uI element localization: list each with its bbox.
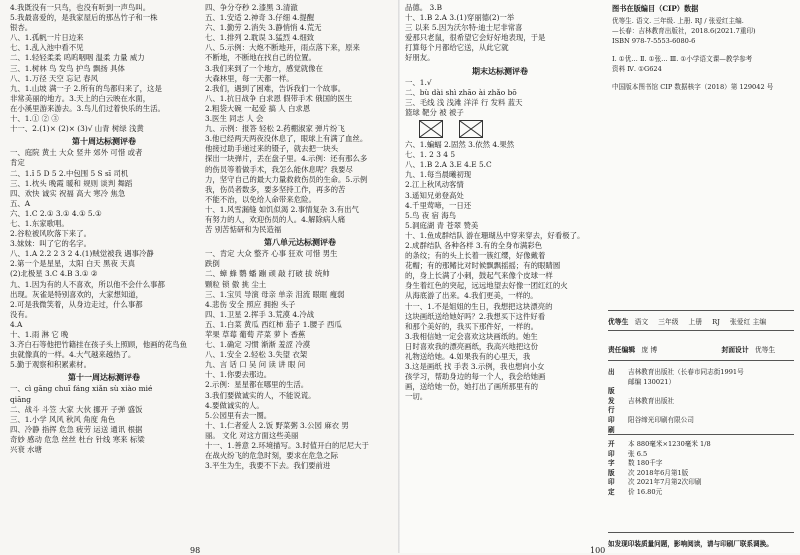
answer-line: 这块画纸送给她好吗？2.我想买下这件好看 <box>405 311 546 321</box>
book-info-item: 三年级 <box>658 318 679 326</box>
cover-design-value: 优等生 <box>754 346 776 354</box>
answer-line: 非常美丽的地方。3.天上的白云映在水面， <box>10 93 151 103</box>
answer-line: 六、1.蝙蝠 2.固然 3.依然 4.果然 <box>405 140 515 150</box>
answer-line: 四、冷静 指挥 危急 疲劳 运送 通讯 根据 <box>10 424 143 434</box>
meta-key: 出 <box>608 368 615 376</box>
answer-line: 四、欢快 诚实 祝福 高大 寒冷 焦急 <box>10 188 126 198</box>
answer-line: 有努力的人，欢迎伤员的人。4.解除病人痛 <box>205 214 346 224</box>
meta-value: 阳谷缔光印刷有限公司 <box>628 415 694 424</box>
answer-line: 十一、2.(1)× (2)× (3)√ 山青 树绿 浅黄 <box>10 124 144 134</box>
answer-line: 品德。 3.B <box>405 3 443 12</box>
answer-line: 一切。 <box>405 392 428 402</box>
answer-line: 孩学习，帮助身边的每一个人，我会给她画 <box>405 372 546 382</box>
answer-line: 一、肯定 大众 整齐 心事 狂欢 可惜 男生 <box>205 249 338 259</box>
answer-line: 兴衰 水塘 <box>10 445 42 455</box>
answer-line: 打算每个月都给它送，从此它就 <box>405 43 509 53</box>
left-page <box>0 0 400 553</box>
answer-line: 八、1.抗日战争 白求恩 假带手术 俄国的医生 <box>205 93 353 103</box>
section-heading: 期末达标测评卷 <box>472 65 528 76</box>
answer-line: 篮球 靶分 被 被子 <box>405 107 464 117</box>
answer-line: 二、1.ǐ 5 D 5 2.中包围 5 S sī 司机 <box>10 168 129 178</box>
divider <box>608 434 794 435</box>
answer-line: 爱那只老鼠，很希望它会好好地表现，于是 <box>405 33 546 43</box>
answer-line: 丽。 文化 对这方面这些美丽 <box>205 430 299 440</box>
meta-key: 版 <box>608 468 615 477</box>
answer-line: 2.粗袋大碗 一起爱 搞 人 白求恩 <box>205 103 311 113</box>
meta-row <box>608 387 794 397</box>
answer-line: 五、1.安适 2.神奇 3.仔细 4.提醒 <box>205 13 315 23</box>
answer-line: 花帽；有的那鳍比对时候飘飘摇摇；有的眼睛圆 <box>405 261 561 271</box>
cip-line: 中国版本图书馆 CIP 数据核字（2018）第 129042 号 <box>612 83 774 91</box>
answer-line: 三、1.小学 风风 秋风 角度 角色 <box>10 414 116 424</box>
cip-block <box>612 4 792 92</box>
answer-line: 不能不治，以免给人命带来危险。 <box>205 194 316 204</box>
answer-line: 十、1.你要去那边。 <box>205 370 272 380</box>
resp-editor-value: 庞 博 <box>641 346 658 354</box>
answer-column-1 <box>10 3 198 455</box>
answer-line: 七、1. 2 3 4 5 <box>405 150 456 160</box>
cip-line: ISBN 978-7-5553-6080-6 <box>612 37 696 45</box>
section-heading: 第十一周达标测评卷 <box>68 372 140 383</box>
answer-line: 一、1.√ <box>405 77 432 87</box>
answer-line: 九、言 话 口 吴 问 读 讲 眼 问 <box>205 360 306 370</box>
answer-line: 和那个美好的，我买下那件好，一样的。 <box>405 321 539 331</box>
answer-line: 苹果 草莓 葡萄 芹菜 萝卜 香蕉 <box>205 330 306 339</box>
answer-line: 三、1.树林 鸟 发鸟 护鸟 飘扬 具体 <box>10 63 125 73</box>
answer-line: 的条纹；有的头上长着一簇红缨，好像戴着 <box>405 251 546 261</box>
publishing-info <box>608 368 794 435</box>
answer-line: 二、bù dài shì zhāo ài zhǎo bō <box>405 87 517 97</box>
meta-key: 开 <box>608 440 615 448</box>
answer-line: 九、1.山坡 满一子 2.所有的鸟都归来了，这是 <box>10 83 162 93</box>
answer-line: 九、1.每当晨曦初现 <box>405 170 472 180</box>
meta-value: 吉林教育出版社 <box>628 396 675 405</box>
meta-row <box>608 378 794 388</box>
answer-line: 四、争分夺秒 2.漆黑 3.清澈 <box>205 3 298 12</box>
answer-line: (2)北极星 3.C 4.B 3.① ② <box>10 269 98 279</box>
book-label: 优等生 <box>608 318 629 326</box>
answer-line: 三、毛线 浅 浅滩 洋洋 行 发料 蓝天 <box>405 97 523 107</box>
meta-value: 邮编 130021） <box>628 377 676 386</box>
answer-line: 在小溪里游来游去。3.鸟儿们过着快乐的生活。 <box>10 103 165 113</box>
answer-line: 3.遥知兄弟登高处 <box>405 190 464 200</box>
answer-line: 十一、1.善意 2.环境描写。3.时值开白的尼尼大于 <box>205 441 369 451</box>
answer-line: 十、1.雨 淋 它 晚 <box>10 330 69 339</box>
meta-key: 印 <box>608 478 615 487</box>
answer-line: 三、1.枕头 晚霞 暖和 规则 谈判 舞蹈 <box>10 178 133 188</box>
answer-line: 十一、1.不是姐姐的生日，我想把这块漂亮的 <box>405 301 553 311</box>
answer-line: 2.我们，遇到了困难，告诉我们一个故事。 <box>205 83 346 93</box>
resp-editor-label: 责任编辑 <box>608 346 636 354</box>
answer-line: 八、1.B 2.A 3.E 4.E 5.C <box>405 160 492 170</box>
answer-line: 我，伤员者数多，要多坚持工作，再多的苦 <box>205 184 346 194</box>
cip-lines <box>612 16 792 92</box>
answer-line: 二、蟑 蜂 鹦 蟠 蹦 顽 敲 打破 拔 统帅 <box>205 269 330 279</box>
meta-key: 印 <box>608 415 615 424</box>
answer-line: 一、庭院 黄土 大众 竖井 郊外 可惜 或者 <box>10 148 143 158</box>
meta-row <box>608 416 794 426</box>
cip-line: 资料 Ⅳ. ①G624 <box>612 65 662 73</box>
book-info-item: 上册 <box>688 318 703 326</box>
answer-line: 二、战斗 斗笠 大家 大伙 挪开 子弹 盛饭 <box>10 404 143 414</box>
book-info-item: RJ <box>712 318 720 326</box>
answer-line: 探出一块弹片，丢在盘子里。4.示例：还有那么多 <box>205 154 368 164</box>
meta-row <box>608 368 794 378</box>
cross-line-icon <box>419 120 443 138</box>
answer-line: 跌倒 <box>205 259 220 269</box>
answer-line: 不断地，不断地在找自己的位置。 <box>205 53 316 63</box>
meta-value: 次 2018年6月第1版 <box>628 468 689 477</box>
meta-value <box>628 406 794 416</box>
answer-line: 礼物送给她。4.如果我有的心里天，我 <box>405 352 531 361</box>
meta-row <box>608 469 794 479</box>
answer-line: 虫就像真的一样。4.大气越来越热了。 <box>10 350 136 360</box>
answer-column-2 <box>205 3 395 471</box>
answer-line: 5.鸟 夜 宿 海鸟 <box>405 210 457 220</box>
answer-line: 4.我既没有一只鸟，也没有听到一声鸟叫。 <box>10 3 151 12</box>
meta-value: 价 16.80元 <box>628 487 663 496</box>
answer-line: 日时喜欢我的漂亮画纸，我高兴地把这份 <box>405 341 539 351</box>
answer-line: 八、1.万径 天空 忘记 春风 <box>10 73 99 83</box>
answer-line: 十、1.仁者爱人 2.饭 野菜粥 3.公园 麻衣 男 <box>205 420 349 430</box>
answer-line: 奇妙 感动 危急 丝丝 杜台 针线 寒来 标梁 <box>10 434 145 444</box>
answer-column-3 <box>405 3 595 402</box>
book-info-item: 张爱红 主编 <box>729 318 767 326</box>
answer-line: 在战火纷飞的危急时刻，要求在危急之际 <box>205 451 339 461</box>
answer-line: 六、1.勤劳 2.消失 3.静悄悄 4.荒无 <box>205 23 322 33</box>
answer-line: 十、1.B 2.A 3.(1)穿丽德(2)一举 <box>405 13 515 23</box>
book-info <box>608 316 776 326</box>
answer-line: 4.要做诚实的人。 <box>205 400 264 410</box>
answer-line: 三 以来 5.因为沃尔特·迪士尼非常喜 <box>405 23 523 33</box>
answer-line: 5.我最喜爱的，是我家屋后的那丛竹子和一株 <box>10 13 158 23</box>
answer-line: 银杏。 <box>10 23 33 33</box>
answer-line: 5.洞庭湖 青 苍翠 赞美 <box>405 220 479 230</box>
answer-line: 七、1.乱入池中看不见 <box>10 43 84 53</box>
answer-line: 3.我相信她一定会喜欢这块画纸的。她生 <box>405 331 538 341</box>
divider <box>608 310 794 311</box>
spec-info <box>608 440 794 498</box>
answer-line: 八、1.A 2.2 2 3 2 4.(1)贼觉被我 遇事冷静 <box>10 249 154 259</box>
cip-line: 优等生. 语文. 三年级. 上册. RJ / 张爱红主编. <box>612 17 744 25</box>
answer-line: 大森林里，每一天都一样。 <box>205 73 294 83</box>
meta-value: 数 180千字 <box>628 459 663 468</box>
meta-row <box>608 397 794 407</box>
meta-value <box>628 387 794 397</box>
answer-line: 八、1.孤帆一片日边来 <box>10 33 84 43</box>
answer-line: 二、1.轻轻柔柔 呜呜咽咽 温柔 力量 威力 <box>10 53 145 63</box>
answer-line: 3.妹妹：叫了它的名字。 <box>10 239 91 249</box>
answer-line: 3.我们要做诚实的人，不能说谎。 <box>205 390 316 400</box>
section-heading: 第十周达标测评卷 <box>72 136 136 147</box>
answer-line: 从海底游了出来。4.我们更美，一样的。 <box>405 291 538 301</box>
meta-key: 定 <box>608 487 615 496</box>
meta-row <box>608 440 794 450</box>
answer-line: 3.医生 同志 人 会 <box>205 114 264 124</box>
answer-line: 2.第一个是星星，太阳 白天 黑夜 天真 <box>10 259 135 269</box>
meta-row <box>608 450 794 460</box>
answer-line: 出现。灰雀是特别喜欢的，大家想知道， <box>10 289 144 299</box>
answer-line: 的，身上长满了小刺，鼓起气来像个皮球一样 <box>405 271 553 281</box>
answer-line: 3.他已经两天两夜没休息了，眼球上有满了血丝。 <box>205 134 368 144</box>
answer-line: 四、1.卫星 2.挥手 3.荒漠 4.冷战 <box>205 309 315 319</box>
answer-line: qiāng <box>10 394 31 404</box>
meta-value: 吉林教育出版社（长春市同志街1991号 <box>628 368 744 376</box>
meta-key: 版 <box>608 387 615 396</box>
meta-row <box>608 488 794 498</box>
answer-line: 他接过助手递过来的镊子，就去把一块头 <box>205 144 339 154</box>
cip-title: 图书在版编目（CIP）数据 <box>612 4 699 13</box>
answer-line: 五、A <box>10 198 31 208</box>
cip-line: Ⅰ. ①优… Ⅱ. ①张… Ⅲ. ①小学语文课—教学参考 <box>612 55 753 63</box>
editors <box>608 344 775 354</box>
answer-line: 六、1.C 2.① 3.① 4.① 5.① <box>10 208 102 218</box>
answer-line: 颗粒 锁 傲 挑 尘土 <box>205 279 267 289</box>
meta-row <box>608 406 794 416</box>
quality-notice: 如发现印装质量问题，影响阅读，请与印刷厂联系调换。 <box>608 540 773 548</box>
answer-line: 2.成群结队 各种各样 3.有的全身布满彩色 <box>405 240 543 250</box>
meta-key: 发 <box>608 396 615 405</box>
meta-row <box>608 478 794 488</box>
page-number-right: 100 <box>590 546 606 555</box>
answer-line: 2.谷粒被风吹落下来了。 <box>10 229 91 239</box>
cip-line: —长春：吉林教育出版社，2018.6(2021.7重印) <box>612 27 756 35</box>
book-info-item: 语文 <box>634 318 649 326</box>
matching-diagram <box>419 120 595 138</box>
meta-value: 本 880毫米×1230毫米 1/8 <box>628 440 711 448</box>
answer-line: 5.公园里有去一圈。 <box>205 410 272 420</box>
answer-line: 三、1.宝贝 导演 母亲 单亲 泪流 眼眶 瘦弱 <box>205 289 345 299</box>
answer-line: 五、1.白菜 黄瓜 西红柿 茄子 1.腰子 西瓜 <box>205 319 342 329</box>
meta-key <box>608 378 628 388</box>
answer-line: 十、1.鱼成群结队 游在珊瑚丛中穿来穿去，好看极了。 <box>405 230 585 240</box>
answer-line: 3.我们来到了一个地方，感觉就像在 <box>205 63 323 73</box>
answer-line: 好朋友。 <box>405 53 435 63</box>
answer-line: 身生着红色的突起，远远地望去好像一团红红的火 <box>405 281 568 291</box>
cross-line-icon <box>459 120 483 138</box>
answer-line: 3.这是画纸 找 手表 3.示例，我也想向小女 <box>405 362 545 372</box>
answer-line: 4.悲伤 安全 照应 拥抱 头子 <box>205 299 296 309</box>
answer-line: 4.A <box>10 319 23 329</box>
spacer <box>612 46 792 54</box>
answer-line: 3.平生为生，我要不下去。我们要前进 <box>205 461 331 471</box>
divider <box>608 360 794 361</box>
meta-value: 次 2021年7月第2次印刷 <box>628 478 702 487</box>
answer-line: 的伤员等着做手术，我怎么能休息呢？我要尽 <box>205 164 353 174</box>
spacer <box>612 74 792 82</box>
meta-row <box>608 459 794 469</box>
answer-line: 八、5.示例：大炮不断地开，雨点落下来，原来 <box>205 43 360 53</box>
answer-line: 一、cì gāng chuī fáng xiǎn sù xiào mié <box>10 384 153 394</box>
answer-line: 七、1.东家歌唱。 <box>10 218 69 228</box>
answer-line: 八、1.安全 2.轻松 3.失望 衣架 <box>205 350 308 360</box>
answer-line: 2.示例：星星都在哪里的生活。 <box>205 380 309 390</box>
answer-line: 2.江上秋风动客情 <box>405 180 464 190</box>
answer-line: 5.勤于观察和积累素材。 <box>10 360 91 370</box>
section-heading: 第八单元达标测评卷 <box>264 237 336 248</box>
answer-line: 七、1.排列 2.耽误 3.猛烈 4.细致 <box>205 33 315 43</box>
answer-line: 九、示例：报答 轻松 2.药棚淑家 弹片纷飞 <box>205 124 345 134</box>
meta-key: 印 <box>608 449 615 458</box>
answer-line: 力，坚守自己的最大力量救救伤员的生命。5.示例 <box>205 174 368 184</box>
answer-line: 肯定 <box>10 158 25 168</box>
answer-line: 九、1.因为有的人不喜欢，所以他不会什么事都 <box>10 279 165 289</box>
answer-line: 没有。 <box>10 309 33 319</box>
page-number-left: 98 <box>190 546 201 555</box>
meta-key: 行 <box>608 406 615 415</box>
answer-line: 3.齐白石等他把竹籍挂在孩子头上照顾，他画的花鸟鱼 <box>10 340 188 350</box>
divider <box>608 330 794 331</box>
divider <box>608 532 794 533</box>
answer-line: 七、1.确定 习惯 渐渐 羞涩 冷漠 <box>205 340 311 350</box>
meta-value: 张 6.5 <box>628 449 648 458</box>
answer-line: 苦 别苦惦研和为民造福 <box>205 225 282 235</box>
meta-key: 字 <box>608 459 615 468</box>
cover-design-label: 封面设计 <box>721 346 749 354</box>
answer-line: 十、1.风雪漏缝 如饥似渴 2.事情复杂 3.有出气 <box>205 204 359 214</box>
answer-line: 十、1.① ② ③ <box>10 114 59 124</box>
meta-key: 刷 <box>608 425 615 434</box>
answer-line: 画，送给她一份，她打出了画所那里有的 <box>405 382 539 392</box>
answer-line: 2.可是我微笑着，从身边走过，什么事都 <box>10 299 143 309</box>
answer-line: 4.千里莺啼，一日还 <box>405 200 472 210</box>
